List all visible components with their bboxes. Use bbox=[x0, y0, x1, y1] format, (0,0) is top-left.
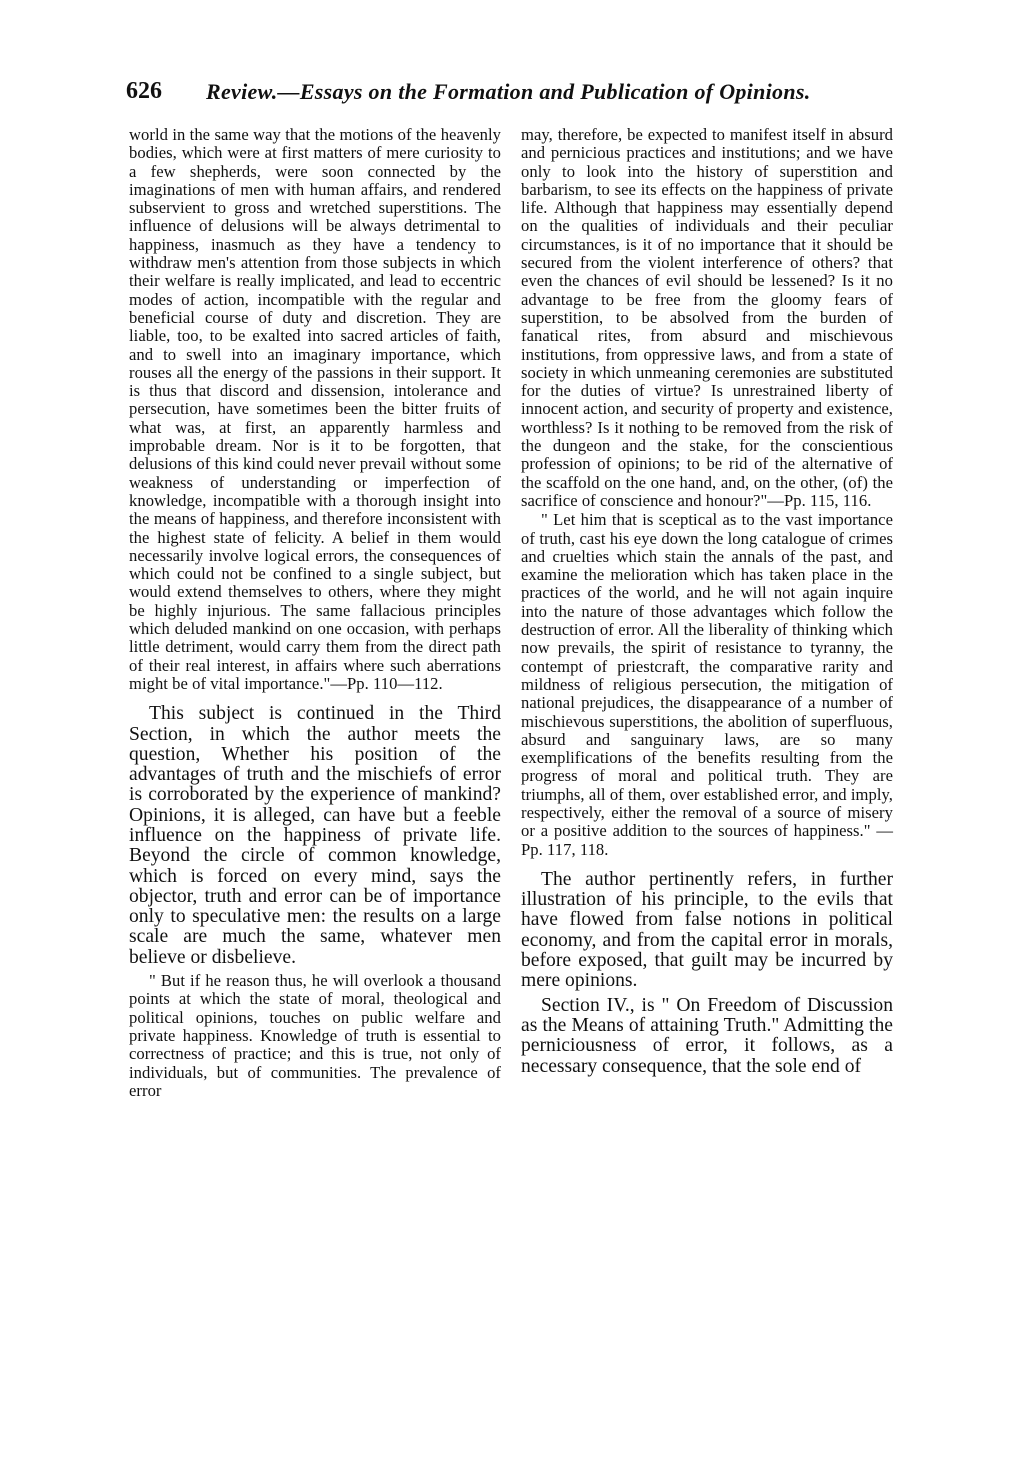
body-paragraph: This subject is continued in the Third Section, in which the author meets the question, Whether his position of the advantages of truth and the mischiefs of error is corroborated by the experience of mankind? Opinions, it is alleged, can have but a feeble influence on the happiness of private life. Beyond the circle of common knowledge, which is forced on every mind, says the objector, truth and error can be of importance only to speculative men: the results on a large scale are much the same, whatever men believe or disbelieve. bbox=[129, 703, 501, 968]
right-column bbox=[521, 126, 893, 1077]
body-paragraph: Section IV., is " On Freedom of Discussion as the Means of attaining Truth." Admitting the perniciousness of error, it follows, as a necessary consequence, that the sole end of bbox=[521, 994, 893, 1077]
running-title: Review.—Essays on the Formation and Publication of Opinions. bbox=[206, 79, 811, 104]
quoted-paragraph: " Let him that is sceptical as to the vast importance of truth, cast his eye down the long catalogue of crimes and cruelties which stain the annals of the past, and examine the melioration which has taken place in the practices of the world, and he will not again inquire into the nature of those advantages which follow the destruction of error. All the liberality of thinking which now prevails, the spirit of resistance to tyranny, the contempt of priestcraft, the comparative rarity and mildness of religious persecution, the mitigation of national prejudices, the disappearance of a number of mischievous superstitions, the abolition of superfluous, absurd and sanguinary laws, are so many exemplifications of the benefits resulting from the progress of moral and political truth. They are triumphs, all of them, over established error, and imply, respectively, either the removal of a source of misery or a positive addition to the sources of happiness." —Pp. 117, 118. bbox=[521, 510, 893, 859]
quoted-paragraph: may, therefore, be expected to manifest itself in absurd and pernicious practices and institutions; and we have only to look into the history of superstition and barbarism, to see its effects on the happiness of private life. Although that happiness may essentially depend on the qualities of individuals and their peculiar circumstances, is it of no importance that it should be secured from the violent interference of others? that even the chances of evil should be lessened? Is it no advantage to be free from the gloomy fears of superstition, to be absolved from the burden of fanatical rites, from absurd and mischievous institutions, from oppressive laws, and from a state of society in which unmeaning ceremonies are substituted for the duties of virtue? Is unrestrained liberty of innocent action, and security of property and existence, worthless? Is it nothing to be removed from the risk of the dungeon and the stake, for the conscientious profession of opinions; to be rid of the alternative of the scaffold on the one hand, and, on the other, (of) the sacrifice of conscience and honour?"—Pp. 115, 116. bbox=[521, 125, 893, 510]
left-column bbox=[129, 126, 501, 1100]
body-paragraph: The author pertinently refers, in further illustration of his principle, to the evils that have flowed from false notions in political economy, and from the capital error in morals, before exposed, that guilt may be incurred by mere opinions. bbox=[521, 868, 893, 992]
running-header bbox=[126, 78, 901, 108]
quoted-paragraph: world in the same way that the motions of the heavenly bodies, which were at first matters of mere curiosity to a few shepherds, were soon connected by the imaginations of men with human affairs, and rendered subservient to gross and wretched superstitions. The influence of delusions will be always detrimental to happiness, inasmuch as they have a tendency to withdraw men's attention from those subjects in which their welfare is really implicated, and lead to eccentric modes of action, incompatible with the regular and beneficial course of duty and discretion. They are liable, too, to be exalted into sacred articles of faith, and to swell into an imaginary importance, which rouses all the energy of the passions in their support. It is thus that discord and dissension, intolerance and persecution, have sometimes been the bitter fruits of what was, at first, an apparently harmless and improbable dream. Nor is it to be forgotten, that delusions of this kind could never prevail without some weakness of understanding or imperfection of knowledge, incompatible with a thorough insight into the means of happiness, and therefore inconsistent with the highest state of felicity. A belief in them would necessarily involve logical errors, the consequences of which could not be confined to a single subject, but would extend themselves to others, where they might be highly injurious. The same fallacious principles which deluded mankind on one occasion, with perhaps little detriment, would carry them from the direct path of their real interest, in affairs where such aberrations might be of vital importance."—Pp. 110—112. bbox=[129, 125, 501, 693]
quoted-paragraph: " But if he reason thus, he will overlook a thousand points at which the state of moral, theological and political opinions, touches on public welfare and private happiness. Knowledge of truth is essential to correctness of practice; and this is true, not only of individuals, but of communities. The prevalence of error bbox=[129, 971, 501, 1100]
page-number: 626 bbox=[126, 78, 162, 104]
